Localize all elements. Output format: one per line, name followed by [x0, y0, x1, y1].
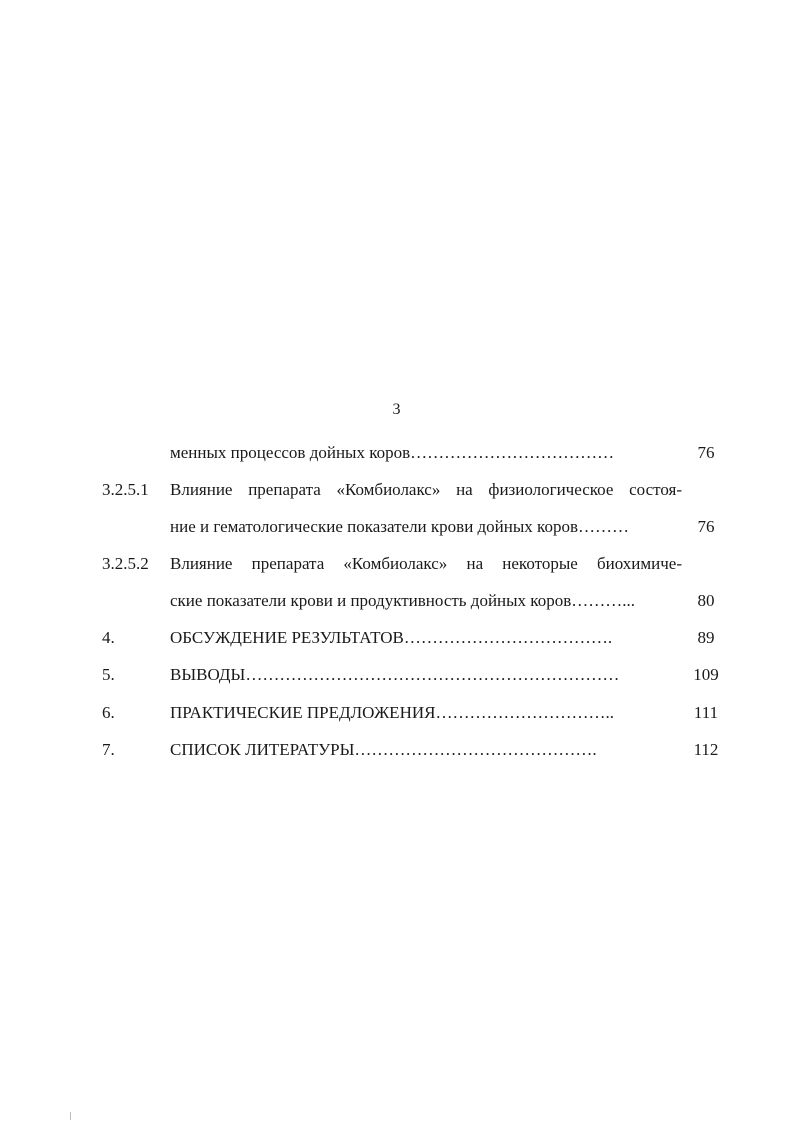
toc-section-number: 3.2.5.1 [102, 480, 149, 499]
toc-page-number: 76 [697, 517, 715, 536]
toc-entry-text: СПИСОК ЛИТЕРАТУРЫ……………………………………. [170, 740, 597, 759]
toc-page-number: 112 [693, 740, 719, 759]
toc-section-number: 3.2.5.2 [102, 554, 149, 573]
scan-artifact-mark [70, 1112, 71, 1120]
toc-page-number: 89 [697, 628, 715, 647]
toc-entry-text: ские показатели крови и продуктивность дойных коров………... [170, 591, 635, 610]
toc-entry-text: ние и гематологические показатели крови дойных коров……… [170, 517, 629, 536]
toc-line [0, 478, 793, 502]
toc-page-number: 76 [697, 443, 715, 462]
toc-entry-text: Влияние препарата «Комбиолакс» на физиологическое состоя- [170, 480, 682, 499]
toc-section-number: 4. [102, 628, 115, 647]
toc-page-number: 80 [697, 591, 715, 610]
toc-line [0, 441, 793, 465]
toc-page-number: 111 [693, 703, 719, 722]
toc-page-number: 109 [693, 665, 719, 684]
toc-line [0, 552, 793, 576]
page-number: 3 [392, 401, 401, 418]
toc-line [0, 589, 793, 613]
toc-line [0, 701, 793, 725]
toc-line [0, 515, 793, 539]
toc-entry-text: ВЫВОДЫ………………………………………………………… [170, 665, 620, 684]
toc-entry-text: ПРАКТИЧЕСКИЕ ПРЕДЛОЖЕНИЯ………………………….. [170, 703, 614, 722]
toc-line [0, 738, 793, 762]
toc-line [0, 663, 793, 687]
toc-section-number: 5. [102, 665, 115, 684]
toc-section-number: 7. [102, 740, 115, 759]
toc-entry-text: менных процессов дойных коров……………………………… [170, 443, 615, 462]
toc-section-number: 6. [102, 703, 115, 722]
toc-line [0, 626, 793, 650]
toc-entry-text: ОБСУЖДЕНИЕ РЕЗУЛЬТАТОВ………………………………. [170, 628, 613, 647]
toc-entry-text: Влияние препарата «Комбиолакс» на некоторые биохимиче- [170, 554, 682, 573]
